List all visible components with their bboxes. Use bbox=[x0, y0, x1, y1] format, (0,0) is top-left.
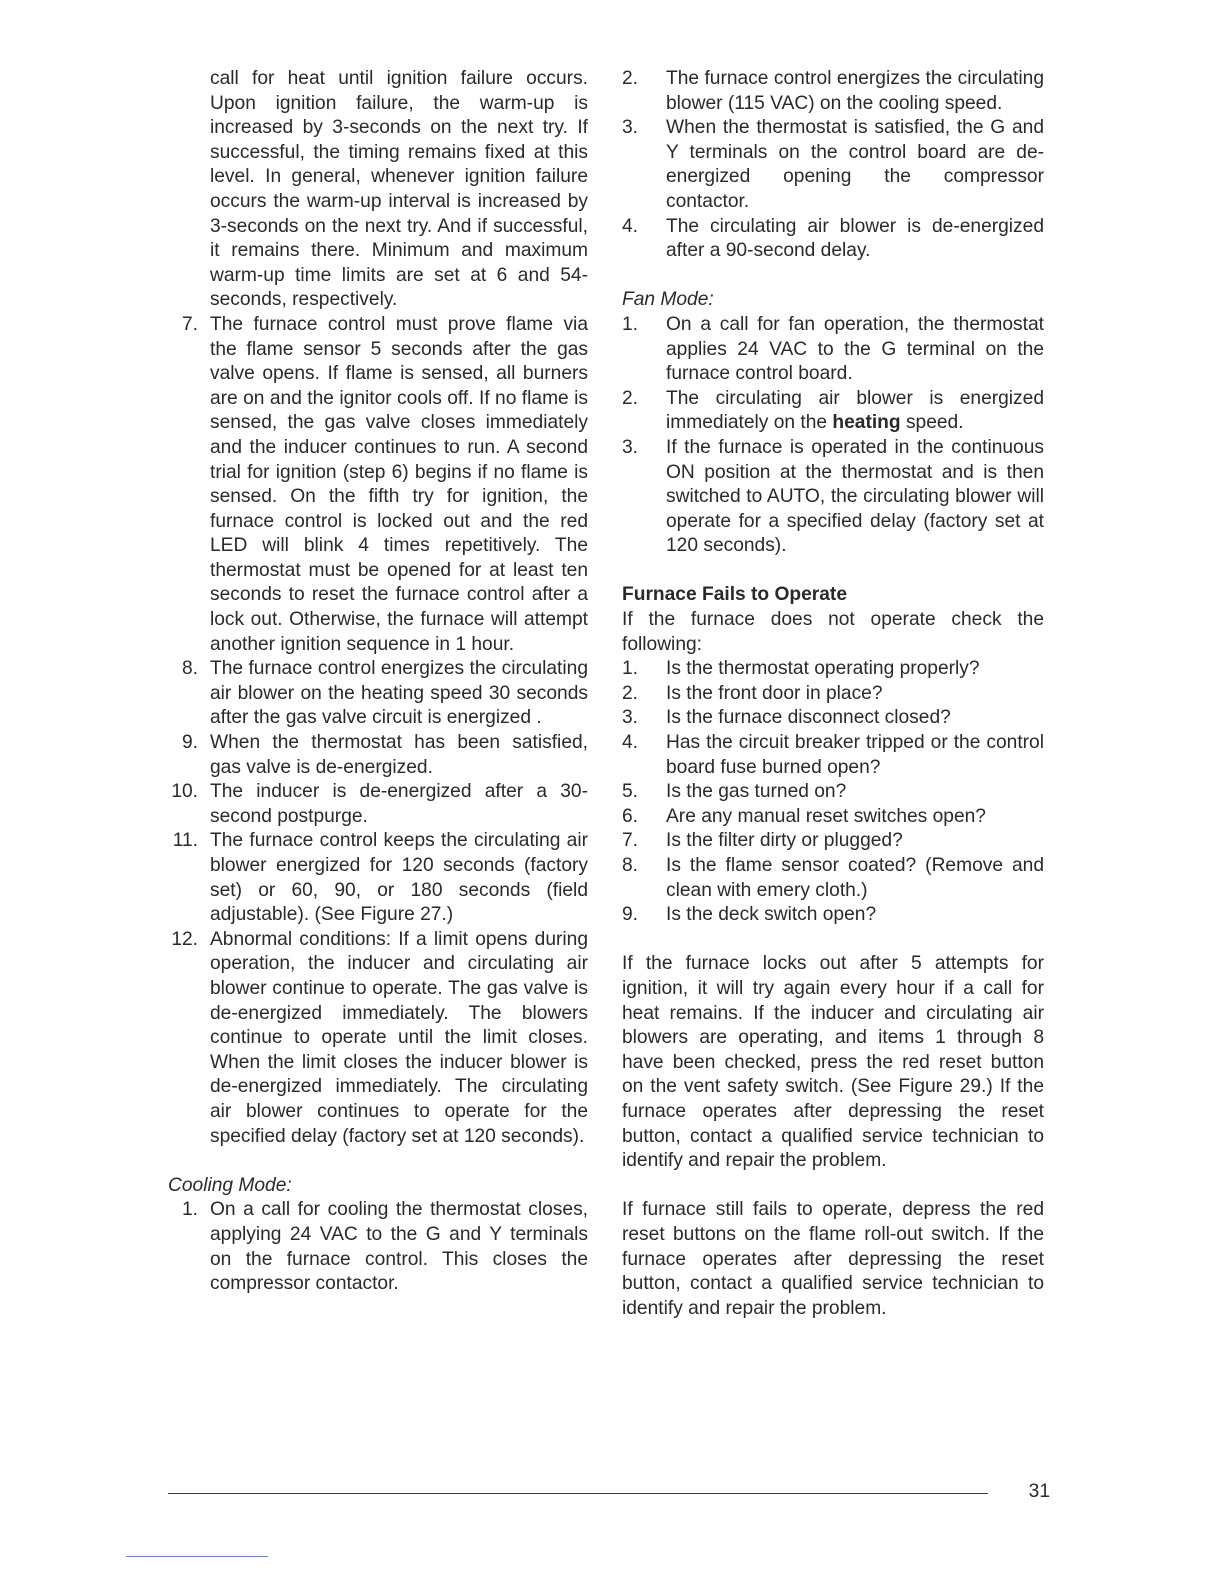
list-item bbox=[168, 313, 588, 657]
spacer bbox=[168, 1149, 588, 1174]
step-number: 2. bbox=[622, 682, 639, 704]
step-number: 8. bbox=[622, 855, 639, 876]
step-number: 3. bbox=[622, 117, 639, 139]
spacer bbox=[622, 1174, 1044, 1199]
list-item bbox=[622, 313, 1044, 387]
step-number: 4. bbox=[622, 215, 639, 237]
step-text: If the furnace is operated in the continuous ON position at the thermostat and is then switched to AUTO, the circulating blower will operate for a specified delay (factory set at 120 seconds). bbox=[666, 436, 1044, 557]
step-number: 3. bbox=[622, 436, 639, 458]
cooling-steps-list bbox=[168, 1198, 588, 1296]
checklist bbox=[622, 657, 1044, 928]
page-number: 31 bbox=[1028, 1481, 1050, 1502]
fan-mode-heading: Fan Mode: bbox=[622, 289, 714, 311]
heating-steps-list bbox=[168, 313, 588, 1149]
step-text: Is the thermostat operating properly? bbox=[666, 658, 980, 680]
list-item bbox=[622, 706, 1044, 731]
list-item bbox=[622, 657, 1044, 682]
cooling-mode-heading: Cooling Mode: bbox=[168, 1174, 292, 1196]
step-text: When the thermostat is satisfied, the G and Y terminals on the control board are de-energized opening the compressor contactor. bbox=[666, 117, 1044, 212]
list-item bbox=[622, 215, 1044, 264]
step-text: The inducer is de-energized after a 30-second postpurge. bbox=[210, 781, 588, 827]
step-number: 9. bbox=[181, 732, 198, 754]
list-item bbox=[168, 731, 588, 780]
spacer bbox=[622, 559, 1044, 584]
step-text: Is the gas turned on? bbox=[666, 781, 847, 803]
list-item bbox=[622, 67, 1044, 116]
step-text: When the thermostat has been satisfied, gas valve is de-energized. bbox=[210, 732, 588, 778]
list-item bbox=[622, 903, 1044, 928]
step-number: 8. bbox=[181, 658, 198, 680]
step-number: 2. bbox=[622, 387, 639, 409]
heating-emphasis: heating bbox=[832, 412, 901, 434]
list-item bbox=[622, 387, 1044, 436]
list-item bbox=[168, 829, 588, 927]
fan-steps-list bbox=[622, 313, 1044, 559]
step-number: 11. bbox=[172, 830, 198, 852]
step-number: 9. bbox=[622, 904, 639, 926]
lockout-paragraph: If the furnace locks out after 5 attempts for ignition, it will try again every hour if a call for heat remains. If the inducer and circulating air blowers are operating, and items 1 through 8 have been checked, press the red reset button on the vent safety switch. (See Figure 29.) If the furnace operates after depressing the reset button, contact a qualified service technician to identify and repair the problem. bbox=[622, 953, 1044, 1172]
step-number: 1. bbox=[181, 1199, 198, 1221]
step-text: Abnormal conditions: If a limit opens during operation, the inducer and circulating air blower continue to operate. The gas valve is de-energized immediately. The blowers continue to operate until the limit closes. When the limit closes the inducer blower is de-energized immediately. The circulating air blower continues to operate for the specified delay (factory set at 120 seconds). bbox=[210, 928, 588, 1147]
list-item bbox=[168, 780, 588, 829]
step-text: On a call for fan operation, the thermostat applies 24 VAC to the G terminal on the furnace control board. bbox=[666, 313, 1044, 385]
list-item bbox=[622, 731, 1044, 780]
step-number: 12. bbox=[171, 928, 198, 950]
list-item bbox=[622, 116, 1044, 214]
step-number: 6. bbox=[622, 805, 639, 827]
list-item bbox=[622, 805, 1044, 830]
list-item bbox=[622, 854, 1044, 903]
step-text: The furnace control energizes the circulating air blower on the heating speed 30 seconds after the gas valve circuit is energized . bbox=[210, 658, 588, 729]
step-text: Is the flame sensor coated? (Remove and clean with emery cloth.) bbox=[666, 855, 1044, 901]
step-text-start: The circulating air blower is energized immediately on the bbox=[666, 387, 1044, 434]
furnace-fails-heading: Furnace Fails to Operate bbox=[622, 584, 847, 606]
step-number: 1. bbox=[622, 658, 639, 680]
warmup-paragraph: call for heat until ignition failure occurs. Upon ignition failure, the warm-up is increased by 3-seconds on the next try. If successful, the timing remains fixed at this level. In general, whenever ignition failure occurs the warm-up interval is increased by 3-seconds on the next try. And if successful, it remains there. Minimum and maximum warm-up time limits are set at 6 and 54-seconds, respectively. bbox=[210, 68, 588, 311]
step-text: Has the circuit breaker tripped or the control board fuse burned open? bbox=[666, 732, 1044, 778]
step-number: 5. bbox=[622, 781, 639, 803]
footer-rule bbox=[168, 1493, 988, 1494]
list-item bbox=[622, 780, 1044, 805]
step-number: 1. bbox=[622, 313, 639, 335]
step-text: Is the deck switch open? bbox=[666, 904, 877, 926]
step-text: On a call for cooling the thermostat closes, applying 24 VAC to the G and Y terminals on the furnace control. This closes the compressor contactor. bbox=[210, 1199, 588, 1295]
step-text: Is the furnace disconnect closed? bbox=[666, 707, 951, 729]
step-text: The furnace control keeps the circulating air blower energized for 120 seconds (factory set) or 60, 90, or 180 seconds (field adjustable). (See Figure 27.) bbox=[210, 830, 588, 926]
step-number: 2. bbox=[622, 68, 639, 89]
step-number: 3. bbox=[622, 707, 639, 729]
left-column bbox=[168, 67, 588, 1297]
step-number: 10. bbox=[171, 781, 198, 803]
step-text: Is the filter dirty or plugged? bbox=[666, 830, 903, 852]
list-item bbox=[168, 1198, 588, 1296]
step-text: Is the front door in place? bbox=[666, 682, 883, 704]
step-text: Are any manual reset switches open? bbox=[666, 805, 986, 827]
step-number: 7. bbox=[622, 830, 639, 852]
list-item bbox=[168, 657, 588, 731]
right-column bbox=[622, 67, 1044, 1321]
step-text: The furnace control must prove flame via the flame sensor 5 seconds after the gas valve opens. If flame is sensed, all burners are on and the ignitor cools off. If no flame is sensed, the gas valve closes immediately and the inducer continues to run. A second trial for ignition (step 6) begins if no flame is sensed. On the fifth try for ignition, the furnace control is locked out and the red LED will blink 4 times repetitively. The thermostat must be opened for at least ten seconds to reset the furnace control after a lock out. Otherwise, the furnace will attempt another ignition sequence in 1 hour. bbox=[210, 313, 588, 655]
bottom-blue-line bbox=[126, 1556, 268, 1557]
step-number: 4. bbox=[622, 732, 639, 754]
list-item bbox=[622, 436, 1044, 559]
cooling-steps-continued-list bbox=[622, 67, 1044, 264]
list-item bbox=[168, 928, 588, 1149]
step-text: The furnace control energizes the circulating blower (115 VAC) on the cooling speed. bbox=[666, 68, 1044, 114]
step-text: The circulating air blower is de-energized after a 90-second delay. bbox=[666, 215, 1044, 262]
list-item bbox=[622, 682, 1044, 707]
rollout-paragraph: If furnace still fails to operate, depress the red reset buttons on the flame roll-out switch. If the furnace operates after depressing the reset button, contact a qualified service technician to identify and repair the problem. bbox=[622, 1199, 1044, 1319]
spacer bbox=[622, 264, 1044, 289]
list-item bbox=[622, 829, 1044, 854]
fails-intro: If the furnace does not operate check the following: bbox=[622, 609, 1044, 655]
step-number: 7. bbox=[181, 313, 198, 335]
step-text-end: speed. bbox=[900, 412, 964, 434]
spacer bbox=[622, 928, 1044, 953]
